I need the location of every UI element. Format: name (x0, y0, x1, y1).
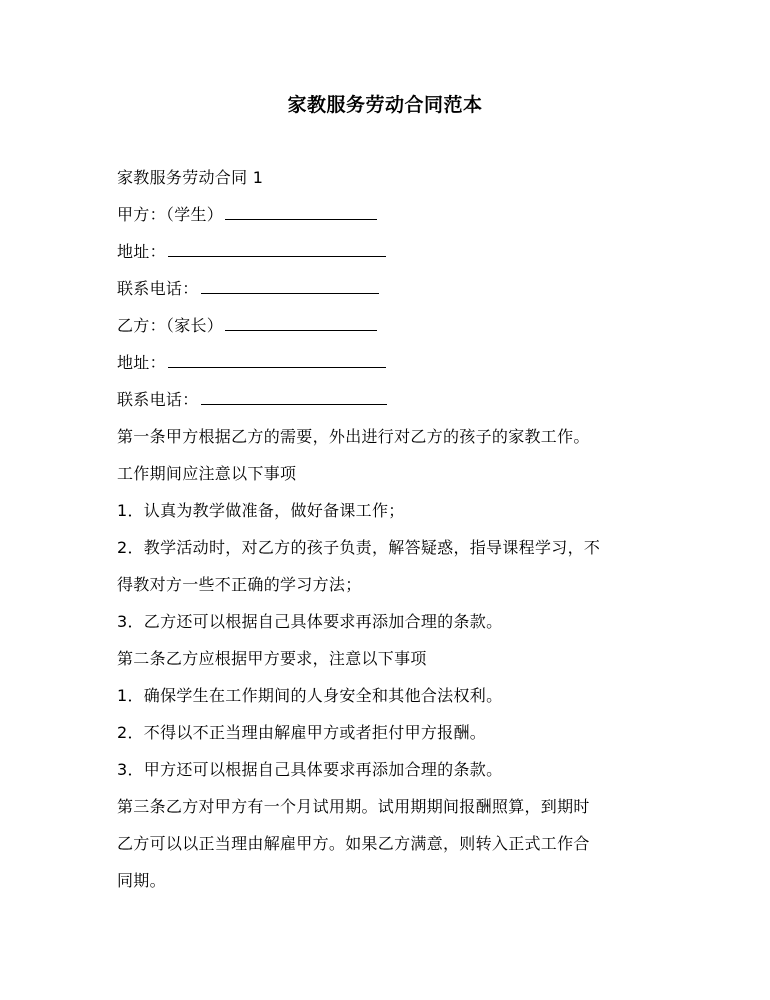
field-label: 地址： (117, 353, 166, 372)
article-2-item-2: 2．不得以不正当理由解雇甲方或者拒付甲方报酬。 (117, 723, 487, 742)
party-b-phone-field (117, 385, 677, 422)
document-body (117, 163, 677, 903)
field-label: 甲方：（学生） (117, 205, 224, 224)
article-1-item-2: 2．教学活动时，对乙方的孩子负责，解答疑惑，指导课程学习，不 (117, 538, 601, 557)
line-text: 家教服务劳动合同 1 (117, 168, 264, 187)
article-2-item-3: 3．甲方还可以根据自己具体要求再添加合理的条款。 (117, 760, 503, 779)
field-label: 联系电话： (117, 279, 199, 298)
contract-heading (117, 163, 677, 200)
field-label: 地址： (117, 242, 166, 261)
field-label: 联系电话： (117, 390, 199, 409)
article-2-item-1: 1．确保学生在工作期间的人身安全和其他合法权利。 (117, 686, 503, 705)
article-2-heading: 第二条乙方应根据甲方要求，注意以下事项 (117, 649, 427, 668)
article-1-subheading: 工作期间应注意以下事项 (117, 464, 297, 483)
party-a-address-field (117, 237, 677, 274)
article-3-line-2: 乙方可以以正当理由解雇甲方。如果乙方满意，则转入正式工作合 (117, 834, 590, 853)
article-1-item-2-cont: 得教对方一些不正确的学习方法； (117, 575, 362, 594)
party-a-field (117, 200, 677, 237)
article-1-item-1: 1．认真为教学做准备，做好备课工作； (117, 501, 405, 520)
article-1-item-3: 3．乙方还可以根据自己具体要求再添加合理的条款。 (117, 612, 503, 631)
field-label: 乙方：（家长） (117, 316, 224, 335)
party-b-phone-blank (201, 387, 387, 405)
party-a-blank (225, 202, 377, 220)
article-1-heading: 第一条甲方根据乙方的需要，外出进行对乙方的孩子的家教工作。 (117, 427, 590, 446)
party-b-address-field (117, 348, 677, 385)
party-a-address-blank (168, 239, 386, 257)
document-title: 家教服务劳动合同范本 (287, 94, 483, 116)
party-a-phone-blank (201, 276, 379, 294)
article-3-line-3: 同期。 (117, 871, 166, 890)
party-b-field (117, 311, 677, 348)
party-a-phone-field (117, 274, 677, 311)
party-b-blank (225, 313, 377, 331)
article-3-line-1: 第三条乙方对甲方有一个月试用期。试用期期间报酬照算，到期时 (117, 797, 590, 816)
party-b-address-blank (168, 350, 386, 368)
